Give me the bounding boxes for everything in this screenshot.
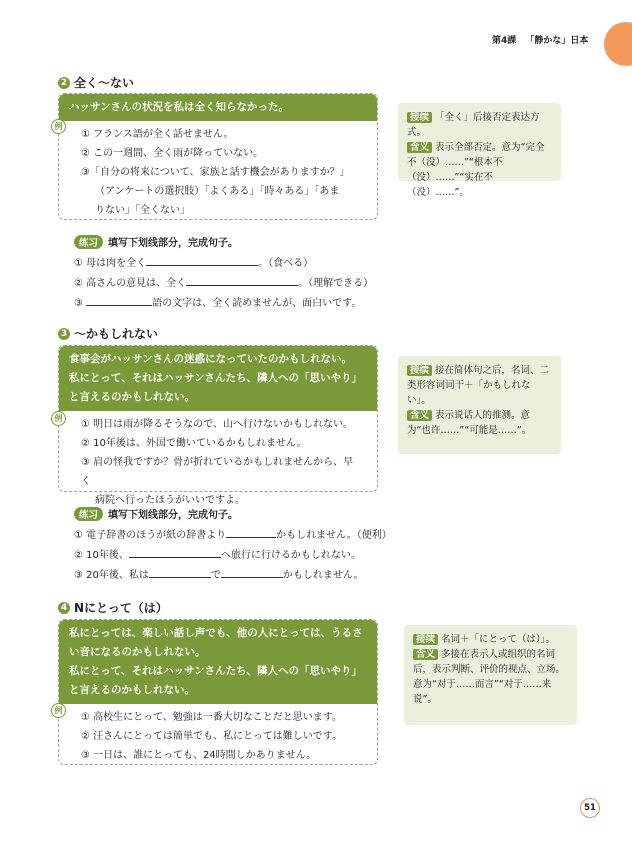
example-marker: 例 — [51, 411, 66, 426]
example-line: ③ 一日は、誰にとっても、24時間しかありません。 — [81, 750, 317, 761]
note-tag: 含义 — [407, 410, 432, 421]
example-line: ① 明日は雨が降るそうなので、山へ行けないかもしれない。 — [81, 419, 353, 430]
example-line: ① 高校生にとって、勉強は一番大切なことだと思います。 — [81, 712, 342, 723]
practice-line: ③ 語の文字は、全く読めませんが、面白いです。 — [74, 294, 474, 314]
practice-tag: 练习 — [74, 235, 103, 249]
section-2-example-box — [58, 93, 378, 220]
note-tag: 含义 — [407, 142, 432, 153]
key-sentence: ハッサンさんの状況を私は全く知らなかった。 — [59, 94, 377, 121]
example-line: 病院へ行ったほうがいいですよ。 — [95, 495, 245, 506]
section-2-practice-list — [74, 254, 474, 314]
section-4-note: 接续 名词＋「にとって（は）」。 含义 多接在表示人或组织的名词后，表示判断、评价的视点、立场。意为“对于……而言”“对于……来说”。 — [404, 625, 577, 725]
practice-line: ② 10年後、 へ旅行に行けるかもしれない。 — [74, 546, 474, 566]
section-2-title — [58, 74, 134, 91]
page-number: 51 — [580, 798, 600, 818]
answer-blank[interactable] — [149, 566, 211, 578]
section-number: 2 — [58, 77, 70, 89]
lesson-title: 「静かな」日本 — [525, 36, 589, 46]
section-title-text: 全く～ない — [74, 76, 135, 90]
example-line: ③ 肩の怪我ですか？骨が折れているかもしれませんから、早く — [81, 457, 354, 487]
answer-blank[interactable] — [186, 274, 298, 286]
answer-blank[interactable] — [146, 254, 258, 266]
section-number: 4 — [58, 602, 70, 614]
example-marker: 例 — [51, 119, 66, 134]
example-line: りない」「全くない」 — [95, 205, 190, 216]
section-2-note: 接续 「全く」后接否定表达方式。 含义 表示全部否定。意为“完全不（没）……”“根本不（没）……”“实在不（没）……”。 — [398, 103, 561, 181]
example-marker: 例 — [51, 703, 66, 718]
example-list — [59, 704, 377, 769]
key-sentence: 私にとっては、楽しい話し声でも、他の人にとっては、うるさ い音になるのかもしれない。 私にとって、それはハッサンさんたち、隣人への「思いやり」 と言えるのかもしれない。 — [59, 620, 377, 704]
example-line: ② 汪さんにとっては簡単でも、私にとっては難しいです。 — [81, 731, 342, 742]
section-title-text: ～かもしれない — [74, 327, 159, 341]
example-line: ① フランス語が全く話せません。 — [81, 129, 234, 140]
practice-line: ② 高さんの意見は、全く 。（理解できる） — [74, 274, 474, 294]
section-3-example-box — [58, 345, 378, 506]
section-title-text: Nにとって（は） — [74, 601, 168, 615]
answer-blank[interactable] — [86, 294, 152, 306]
practice-tag: 练习 — [74, 507, 103, 521]
section-3-note: 接续 接在简体句之后，名词、二类形容词词干＋「かもしれない」。 含义 表示说话人的推测。意为“也许……”“可能是……”。 — [398, 356, 561, 454]
practice-line: ③ 20年後、私は で かもしれません。 — [74, 566, 474, 586]
note-tag: 接续 — [413, 634, 438, 645]
corner-tab-decoration — [604, 22, 632, 66]
example-line: ② この一週間、全く雨が降っていない。 — [81, 148, 264, 159]
key-sentence: 食事会がハッサンさんの迷惑になっていたのかもしれない。 私にとって、それはハッサンさんたち、隣人への「思いやり」 と言えるのかもしれない。 — [59, 346, 377, 411]
lesson-label: 第4課 — [492, 36, 517, 46]
note-tag: 接续 — [407, 112, 432, 123]
practice-line: ① 電子辞書のほうが紙の辞書より かもしれません。（便利） — [74, 526, 474, 546]
answer-blank[interactable] — [129, 546, 221, 558]
example-line: ② 10年後は、外国で働いているかもしれません。 — [81, 438, 307, 449]
section-3-practice-list — [74, 526, 474, 586]
section-2-practice-title: 练习 填写下划线部分，完成句子。 — [74, 234, 238, 249]
note-tag: 接续 — [407, 365, 432, 376]
answer-blank[interactable] — [226, 526, 276, 538]
example-list — [59, 121, 377, 224]
section-4-example-box — [58, 619, 378, 765]
practice-line: ① 母は肉を全く 。（食べる） — [74, 254, 474, 274]
answer-blank[interactable] — [221, 566, 283, 578]
section-3-title — [58, 325, 158, 342]
example-line: ③「自分の将来について、家族と話す機会がありますか？」 — [81, 167, 350, 178]
chapter-header — [492, 33, 588, 46]
example-line: （アンケートの選択肢）「よくある」「時々ある」「あま — [95, 186, 340, 197]
note-tag: 含义 — [413, 649, 438, 660]
example-list — [59, 411, 377, 514]
section-4-title — [58, 599, 168, 616]
section-3-practice-title: 练习 填写下划线部分，完成句子。 — [74, 506, 238, 521]
section-number: 3 — [58, 328, 70, 340]
